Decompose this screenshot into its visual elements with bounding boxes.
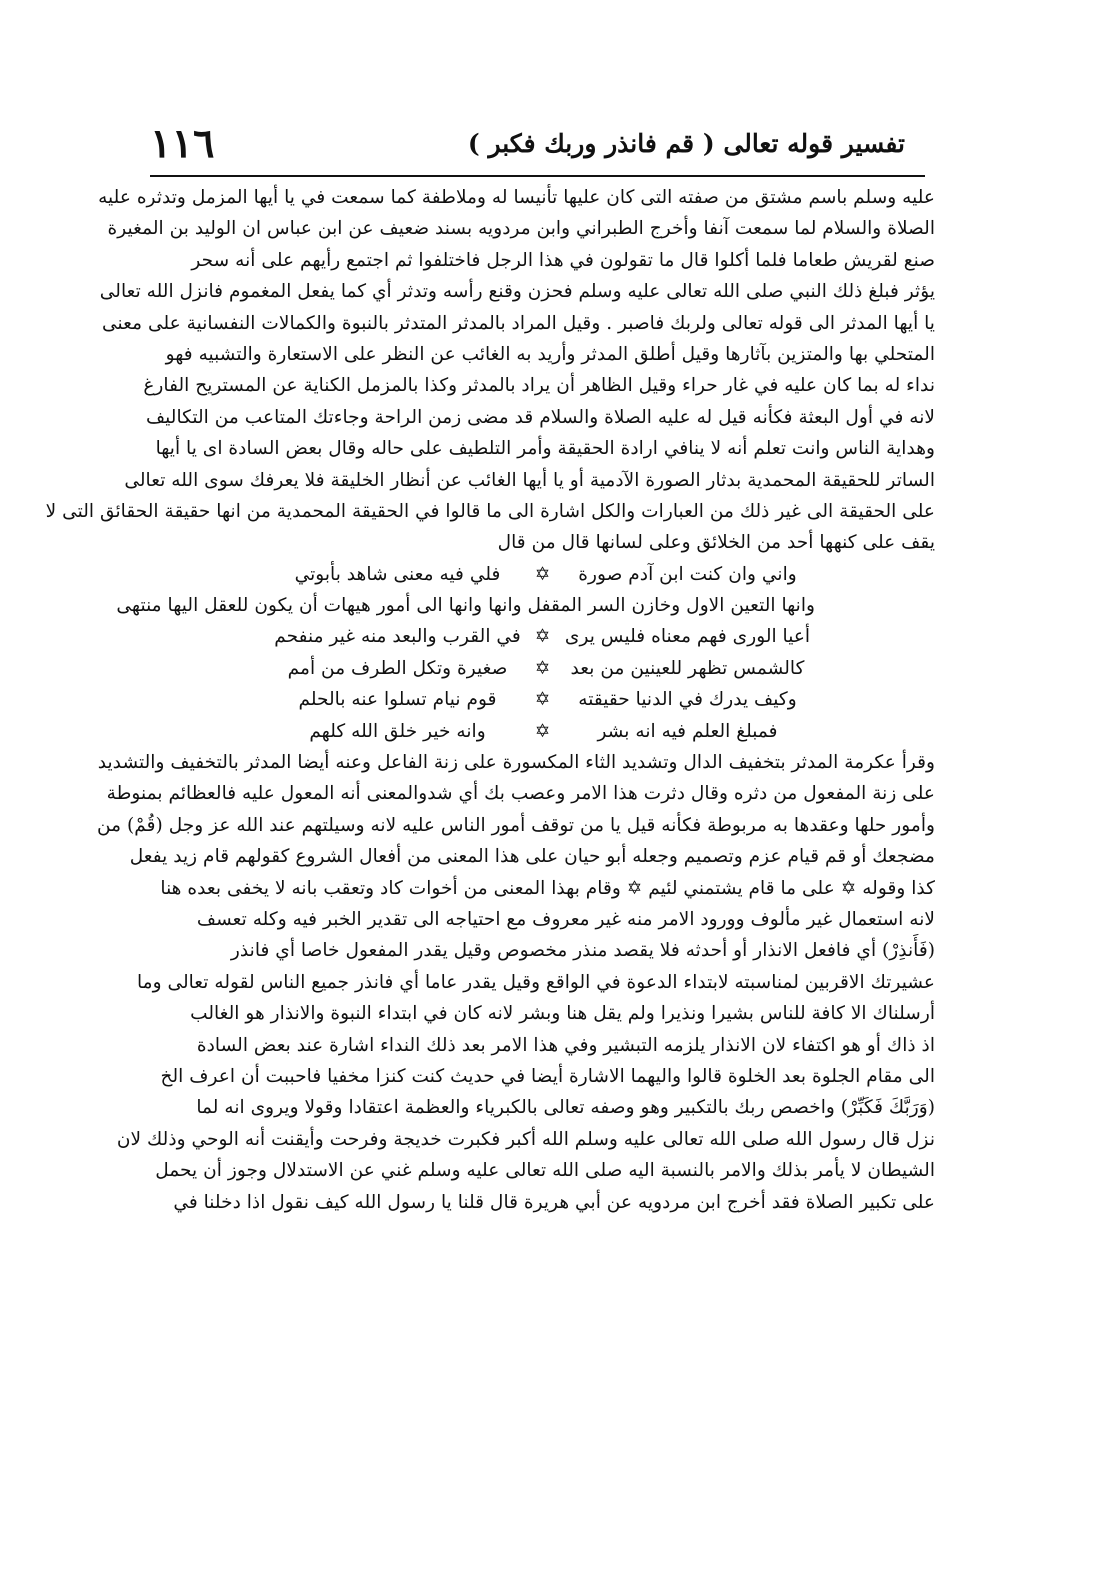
verse-hemistich-second: وانه خير خلق الله كلهم [309, 720, 486, 742]
verse-hemistich-second: في القرب والبعد منه غير منفحم [274, 626, 521, 648]
verse-hemistich-second: فلي فيه معنى شاهد بأبوتي [294, 563, 501, 585]
verse-line [150, 716, 935, 747]
verse-line [150, 621, 935, 652]
text-line: الى مقام الجلوة بعد الخلوة قالوا واليهما الاشارة أيضا في حديث كنت كنزا مخفيا فاحببت أن اعرف الخ [160, 1065, 935, 1087]
text-line: عليه وسلم باسم مشتق من صفته التى كان عليها تأنيسا له وملاطفة كما سمعت في يا أيها المزمل وتدثره عليه [98, 187, 935, 208]
star-separator-icon: ✡ [534, 720, 551, 742]
text-line: وقرأ عكرمة المدثر بتخفيف الدال وتشديد الثاء المكسورة على زنة الفاعل وعنه أيضا المدثر بالتخفيف والتشديد [97, 752, 935, 774]
text-line: المتحلي بها والمتزين بآثارها وقيل أطلق المدثر وأريد به الغائب عن النظر على الاستعارة والتشبيه فهو [165, 343, 935, 365]
text-line: كذا وقوله ✡ على ما قام يشتمني لئيم ✡ وقام بهذا المعنى من أخوات كاد وتعقب بانه لا يخفى بعده هنا [160, 877, 935, 899]
text-line: نزل قال رسول الله صلى الله تعالى عليه وسلم الله أكبر فكبرت خديجة وفرحت وأيقنت أنه الوحي وذلك لان [116, 1128, 935, 1150]
text-line: يقف على كنهها أحد من الخلائق وعلى لسانها قال من قال [497, 532, 935, 554]
verse-hemistich-second: صغيرة وتكل الطرف من أمم [287, 657, 508, 679]
text-line: الساتر للحقيقة المحمدية بدثار الصورة الآدمية أو يا أيها الغائب عن أنظار الخليقة فلا يعرفك سوى الله تعالى [124, 469, 935, 491]
star-separator-icon: ✡ [534, 626, 551, 648]
star-separator-icon: ✡ [534, 689, 551, 711]
star-separator-icon: ✡ [534, 657, 551, 679]
text-line: نداء له بما كان عليه في غار حراء وقيل الظاهر أن يراد بالمدثر وكذا بالمزمل الكناية عن المستريح الفارغ [143, 375, 935, 397]
text-line: وأمور حلها وعقدها به مربوطة فكأنه قيل يا من توقف أمور الناس عليه لانه وسيلتهم عند الله عز وجل (قُمْ) من [96, 814, 935, 836]
text-line: صنع لقريش طعاما فلما أكلوا قال ما تقولون في هذا الرجل فاختلفوا ثم اجتمع رأيهم على أنه سحر [191, 249, 935, 271]
text-line: أرسلناك الا كافة للناس بشيرا ونذيرا ولم يقل هنا وبشر لانه كان في ابتداء النبوة والانذار هو الغالب [190, 1003, 935, 1025]
paragraph-1 [45, 182, 935, 559]
text-line: الشيطان لا يأمر بذلك والامر بالنسبة اليه صلى الله تعالى عليه وسلم غني عن الاستدلال وجوز أن يحمل [155, 1160, 935, 1182]
poem [150, 621, 935, 747]
verse-intro: وانها التعين الاول وخازن السر المقفل وانها وانها الى أمور هيهات أن يكون للعقل اليها منتهى [116, 595, 815, 617]
header-rule [150, 175, 925, 177]
paragraph-2 [96, 747, 935, 1218]
text-line: على الحقيقة الى غير ذلك من العبارات والكل اشارة الى ما قالوا في الحقيقة المحمدية من انها حقيقة الحقائق التى لا [45, 500, 935, 522]
page-header [150, 118, 905, 168]
text-line: وهداية الناس وانت تعلم أنه لا ينافي ارادة الحقيقة وأمر التلطيف على حاله وقال بعض السادة اى يا أيها [155, 438, 935, 460]
verse-line [150, 684, 935, 715]
running-title: تفسير قوله تعالى ( قم فانذر وربك فكبر ) [467, 128, 905, 158]
text-line: يؤثر فبلغ ذلك النبي صلى الله تعالى عليه وسلم فحزن وقنع رأسه وتدثر أي كما يفعل المغموم فانزل الله تعالى [99, 281, 935, 303]
verse-hemistich-first: فمبلغ العلم فيه انه بشر [597, 720, 778, 742]
page-body [45, 182, 935, 1218]
text-line: (فَأَنذِرْ) أي فافعل الانذار أو أحدثه فلا يقصد منذر مخصوص وقيل يقدر المفعول خاصا أي فانذر [230, 940, 935, 962]
verse-line [150, 559, 935, 590]
text-line: لانه استعمال غير مألوف وورود الامر منه غير معروف مع احتياجه الى تقدير الخبر فيه وكله تعسف [196, 908, 935, 930]
text-line: مضجعك أو قم قيام عزم وتصميم وجعله أبو حيان على هذا المعنى من أفعال الشروع كقولهم قام زيد يفعل [129, 846, 935, 868]
text-line: (وَرَبَّكَ فَكَبِّرْ) واخصص ربك بالتكبير وهو وصفه تعالى بالكبرياء والعظمة اعتقادا وقولا ويروى انه لما [196, 1097, 935, 1119]
text-line: اذ ذاك أو هو اكتفاء لان الانذار يلزمه التبشير وفي هذا الامر بعد ذلك النداء اشارة عند بعض السادة [196, 1034, 935, 1056]
text-line: على تكبير الصلاة فقد أخرج ابن مردويه عن أبي هريرة قال قلنا يا رسول الله كيف نقول اذا دخلنا في [173, 1191, 935, 1213]
page-number: ١١٦ [150, 119, 215, 167]
text-line: الصلاة والسلام لما سمعت آنفا وأخرج الطبراني وابن مردويه بسند ضعيف عن ابن عباس ان الوليد بن المغيرة [107, 218, 935, 240]
text-line: عشيرتك الاقربين لمناسبته لابتداء الدعوة في الواقع وقيل يقدر عاما أي فانذر جميع الناس لقوله تعالى وما [136, 971, 935, 993]
verse-hemistich-first: أعيا الورى فهم معناه فليس يرى [564, 626, 811, 648]
star-separator-icon: ✡ [534, 563, 551, 585]
text-line: لانه في أول البعثة فكأنه قيل له عليه الصلاة والسلام قد مضى زمن الراحة وجاءتك المتاعب من التكاليف [145, 406, 935, 428]
verse-hemistich-first: وكيف يدرك في الدنيا حقيقته [578, 689, 797, 711]
verse-hemistich-second: قوم نيام تسلوا عنه بالحلم [298, 689, 497, 711]
verse-line [150, 653, 935, 684]
verse-hemistich-first: كالشمس تظهر للعينين من بعد [570, 657, 805, 679]
verse-hemistich-first: واني وان كنت ابن آدم صورة [578, 563, 797, 585]
text-line: على زنة المفعول من دثره وقال دثرت هذا الامر وعصب بك أي شدوالمعنى أنه المعول عليه فالعظائم بمنوطة [106, 783, 935, 805]
text-line: يا أيها المدثر الى قوله تعالى ولربك فاصبر . وقيل المراد بالمدثر المتدثر بالنبوة والكمالات النفسانية على معنى [102, 312, 935, 334]
